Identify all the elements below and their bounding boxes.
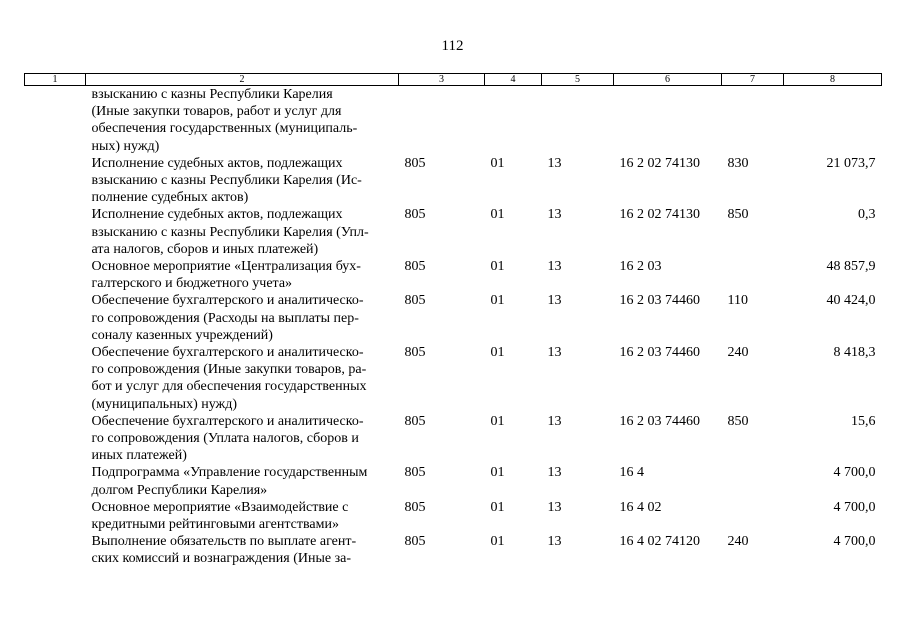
row-name-line: Выполнение обязательств по выплате агент- [91,534,357,550]
row-name-line: Основное мероприятие «Взаимодействие с [91,499,349,515]
section-code-cell: 01 [490,413,505,429]
row-name-line: Обеспечение бухгалтерского и аналитическо- [91,293,364,309]
row-name-line: Исполнение судебных актов, подлежащих [91,207,343,223]
row-name-cell [86,86,399,155]
table-row [25,533,882,567]
column-header-8: 8 [784,74,882,86]
row-name-line: Обеспечение бухгалтерского и аналитическо- [91,345,364,361]
ministry-code-cell: 805 [404,293,426,309]
subsection-code-cell: 13 [547,345,562,361]
target-article-cell: 16 2 02 74130 [619,155,700,171]
ministry-code-cell: 805 [404,207,426,223]
row-name-line: взысканию с казны Республики Карелия (Ис- [91,173,362,189]
subsection-code-cell [542,86,614,155]
column-number-row [25,74,882,86]
target-article-cell: 16 4 02 74120 [619,534,700,550]
column-header-2: 2 [86,74,399,86]
target-article-cell: 16 2 03 [619,259,662,275]
subsection-code-cell: 13 [547,293,562,309]
table-row [25,499,882,533]
row-name-line: ата налогов, сборов и иных платежей) [91,241,319,257]
row-name-cell [86,499,399,533]
row-name-line: го сопровождения (Уплата налогов, сборов и [91,431,359,447]
section-code-cell [485,86,542,155]
row-name-line: Подпрограмма «Управление государственным [91,465,368,481]
subsection-code-cell: 13 [547,534,562,550]
subsection-code-cell: 13 [547,413,562,429]
row-name-line: иных платежей) [91,448,187,464]
column-header-1: 1 [25,74,86,86]
subsection-code-cell: 13 [547,155,562,171]
amount-cell: 4 700,0 [833,465,876,481]
amount-cell: 48 857,9 [826,259,876,275]
row-name-line: Исполнение судебных актов, подлежащих [91,155,343,171]
row-number-cell [25,499,86,533]
ministry-code-cell: 805 [404,259,426,275]
ministry-code-cell [399,86,485,155]
ministry-code-cell: 805 [404,345,426,361]
table-row [25,86,882,155]
ministry-code-cell: 805 [404,499,426,515]
row-number-cell [25,413,86,465]
amount-cell: 4 700,0 [833,499,876,515]
expense-type-cell: 240 [727,345,749,361]
section-code-cell: 01 [490,259,505,275]
subsection-code-cell: 13 [547,207,562,223]
page-number: 112 [441,38,464,54]
row-number-cell [25,533,86,567]
target-article-cell [614,86,722,155]
table-header [25,74,882,86]
row-name-cell [86,155,399,207]
table-row [25,344,882,413]
column-header-7: 7 [722,74,784,86]
table-row [25,413,882,465]
row-name-cell [86,258,399,292]
amount-cell: 40 424,0 [826,293,876,309]
row-name-cell [86,464,399,498]
section-code-cell: 01 [490,293,505,309]
row-number-cell [25,86,86,155]
ministry-code-cell: 805 [404,413,426,429]
target-article-cell: 16 4 02 [619,499,662,515]
table-row [25,258,882,292]
table-row [25,155,882,207]
row-name-cell [86,292,399,344]
row-name-line: го сопровождения (Расходы на выплаты пер- [91,310,359,326]
target-article-cell: 16 2 03 74460 [619,345,700,361]
expense-type-cell: 830 [727,155,749,171]
amount-cell: 4 700,0 [833,534,876,550]
amount-cell: 15,6 [851,413,876,429]
row-name-line: обеспечения государственных (муниципаль- [91,121,358,137]
row-name-cell [86,344,399,413]
row-name-line: (муниципальных) нужд) [91,396,238,412]
row-name-line: ских комиссий и вознаграждения (Иные за- [91,551,352,567]
row-name-line: взысканию с казны Республики Карелия [91,87,333,102]
column-header-5: 5 [542,74,614,86]
row-name-line: кредитными рейтинговыми агентствами» [91,517,339,533]
row-name-line: галтерского и бюджетного учета» [91,276,293,292]
ministry-code-cell: 805 [404,534,426,550]
ministry-code-cell: 805 [404,155,426,171]
section-code-cell: 01 [490,465,505,481]
row-name-cell [86,206,399,258]
expense-type-cell: 850 [727,207,749,223]
row-number-cell [25,206,86,258]
row-number-cell [25,155,86,207]
target-article-cell: 16 2 02 74130 [619,207,700,223]
row-name-line: соналу казенных учреждений) [91,327,273,343]
table-body [25,86,882,568]
row-name-line: бот и услуг для обеспечения государственных [91,379,367,395]
target-article-cell: 16 2 03 74460 [619,413,700,429]
ministry-code-cell: 805 [404,465,426,481]
expense-type-cell [722,86,784,155]
section-code-cell: 01 [490,534,505,550]
row-number-cell [25,292,86,344]
expense-type-cell: 110 [727,293,748,309]
column-header-3: 3 [399,74,485,86]
amount-cell [784,86,882,155]
target-article-cell: 16 4 [619,465,644,481]
expense-type-cell [722,464,784,498]
amount-cell: 21 073,7 [826,155,876,171]
budget-table [24,73,882,568]
row-name-line: долгом Республики Карелия» [91,482,268,498]
row-name-line: Основное мероприятие «Централизация бух- [91,259,361,275]
row-name-line: ных) нужд) [91,138,160,154]
row-name-cell [86,533,399,567]
row-number-cell [25,464,86,498]
amount-cell: 0,3 [858,207,876,223]
row-name-line: го сопровождения (Иные закупки товаров, ра- [91,362,367,378]
expense-type-cell: 850 [727,413,749,429]
row-name-line: Обеспечение бухгалтерского и аналитическо- [91,413,364,429]
table-row [25,464,882,498]
row-number-cell [25,258,86,292]
row-name-line: (Иные закупки товаров, работ и услуг для [91,104,342,120]
section-code-cell: 01 [490,207,505,223]
column-header-4: 4 [485,74,542,86]
row-name-line: взысканию с казны Республики Карелия (Упл- [91,224,369,240]
row-number-cell [25,344,86,413]
row-name-cell [86,413,399,465]
section-code-cell: 01 [490,499,505,515]
expense-type-cell [722,258,784,292]
table-row [25,206,882,258]
expense-type-cell: 240 [727,534,749,550]
target-article-cell: 16 2 03 74460 [619,293,700,309]
column-header-6: 6 [614,74,722,86]
subsection-code-cell: 13 [547,465,562,481]
row-name-line: полнение судебных актов) [91,190,249,206]
section-code-cell: 01 [490,155,505,171]
table-row [25,292,882,344]
amount-cell: 8 418,3 [833,345,876,361]
subsection-code-cell: 13 [547,499,562,515]
section-code-cell: 01 [490,345,505,361]
subsection-code-cell: 13 [547,259,562,275]
expense-type-cell [722,499,784,533]
